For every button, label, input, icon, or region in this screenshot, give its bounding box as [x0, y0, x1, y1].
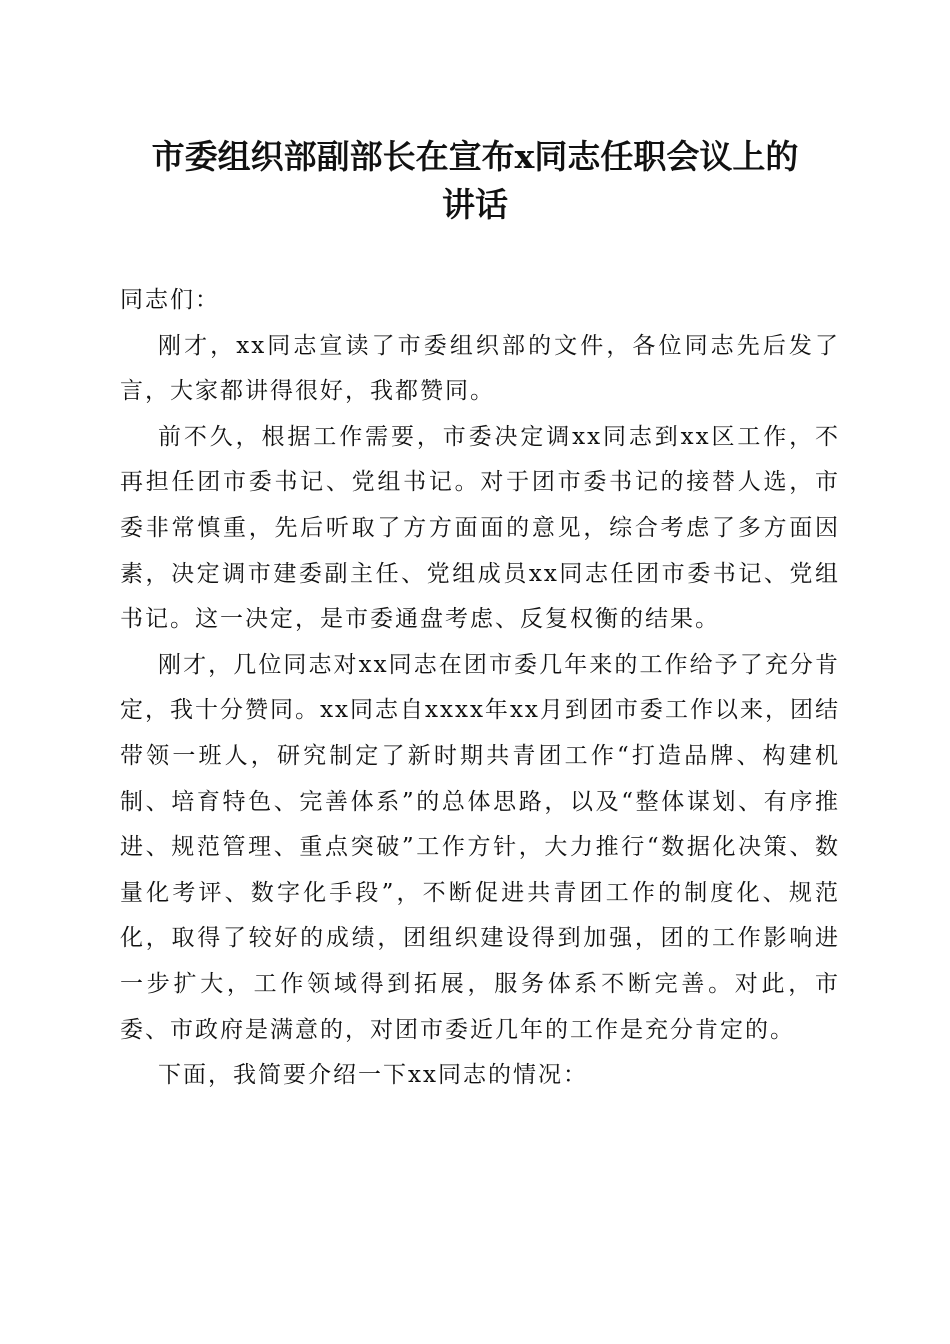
paragraph-3: 刚才，几位同志对xx同志在团市委几年来的工作给予了充分肯定，我十分赞同。xx同志自xxxx年xx月到团市委工作以来，团结带领一班人，研究制定了新时期共青团工作“打造品牌、构建机制、培育特色、完善体系”的总体思路，以及“整体谋划、有序推进、规范管理、重点突破”工作方针，大力推行“数据化决策、数量化考评、数字化手段”，不断促进共青团工作的制度化、规范化，取得了较好的成绩，团组织建设得到加强，团的工作影响进一步扩大，工作领域得到拓展，服务体系不断完善。对此，市委、市政府是满意的，对团市委近几年的工作是充分肯定的。 — [120, 651, 840, 1043]
salutation: 同志们： — [120, 287, 220, 313]
paragraph-4: 下面，我简要介绍一下xx同志的情况： — [158, 1062, 588, 1089]
paragraph-2: 前不久，根据工作需要，市委决定调xx同志到xx区工作，不再担任团市委书记、党组书记。对于团市委书记的接替人选，市委非常慎重，先后听取了方方面面的意见，综合考虑了多方面因素，决定调市建委副主任、党组成员xx同志任团市委书记、党组书记。这一决定，是市委通盘考虑、反复权衡的结果。 — [120, 423, 840, 633]
document-body — [120, 278, 840, 1099]
title-line-1: 市委组织部副部长在宣布x同志任职会议上的 — [151, 137, 799, 176]
paragraph-1: 刚才，xx同志宣读了市委组织部的文件，各位同志先后发了言，大家都讲得很好，我都赞同。 — [120, 332, 840, 405]
title-line-2: 讲话 — [442, 185, 508, 224]
document-title — [100, 133, 850, 229]
